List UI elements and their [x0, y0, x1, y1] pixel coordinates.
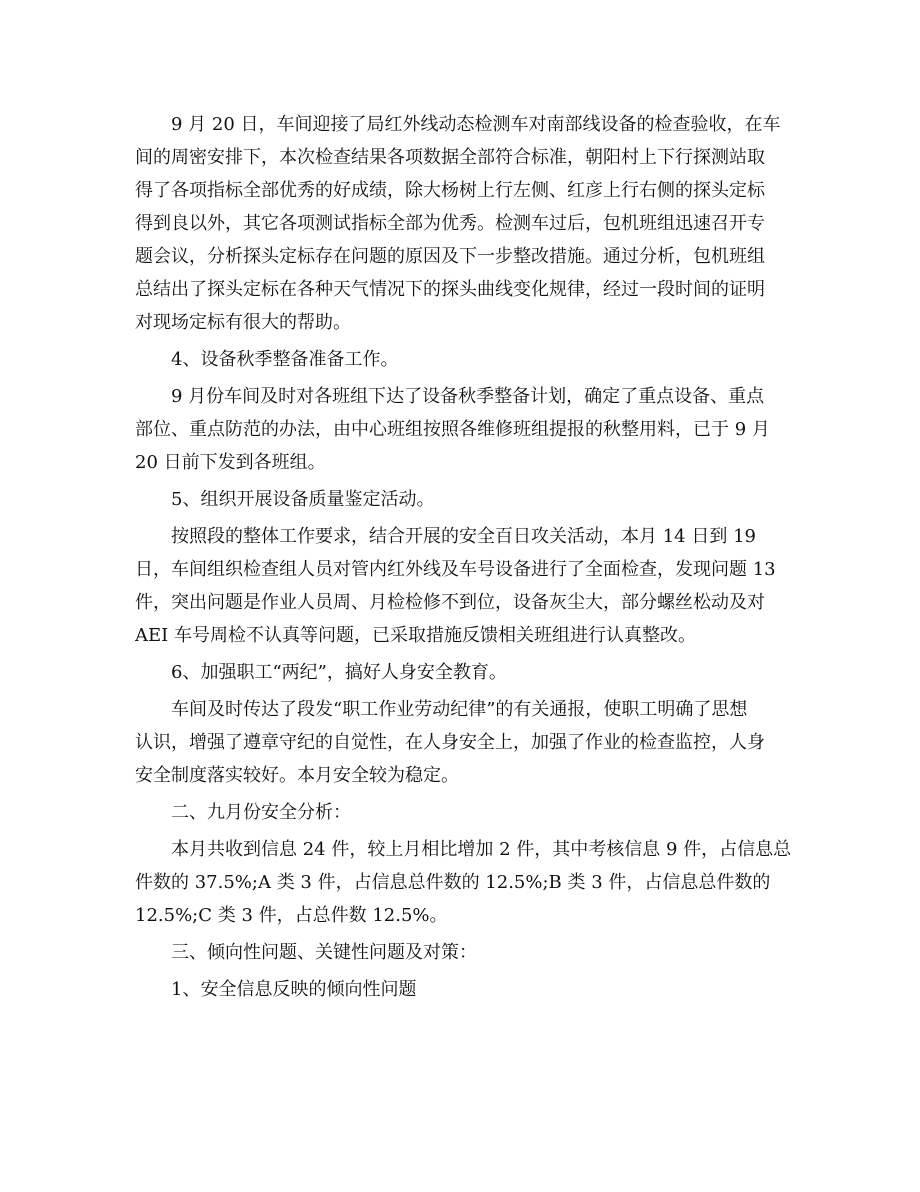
paragraph-quality-check	[135, 520, 783, 656]
text-line: 车间及时传达了段发“职工作业劳动纪律”的有关通报，使职工明确了思想	[171, 699, 748, 720]
text-line: 部位、重点防范的办法，由中心班组按照各维修班组提报的秋整用料，已于 9 月	[135, 419, 770, 440]
text-line: 12.5%;C 类 3 件，占总件数 12.5%。	[135, 905, 448, 926]
text-line: 间的周密安排下，本次检查结果各项数据全部符合标准，朝阳村上下行探测站取	[135, 147, 765, 168]
text-line: 9 月份车间及时对各班组下达了设备秋季整备计划，确定了重点设备、重点	[171, 386, 765, 407]
text-line: 按照段的整体工作要求，结合开展的安全百日攻关活动，本月 14 日到 19	[171, 526, 756, 547]
paragraph-discipline	[135, 693, 783, 796]
paragraph-autumn-plan	[135, 380, 783, 483]
text-line: 认识，增强了遵章守纪的自觉性，在人身安全上，加强了作业的检查监控，人身	[135, 732, 765, 753]
text-line: 对现场定标有很大的帮助。	[135, 312, 351, 333]
section-heading-safety-analysis: 二、九月份安全分析：	[171, 802, 351, 823]
document-body	[135, 108, 792, 1010]
text-line: 件数的 37.5%;A 类 3 件，占信息总件数的 12.5%;B 类 3 件，占信息总件数的	[135, 872, 771, 893]
text-line: 得了各项指标全部优秀的好成绩，除大杨树上行左侧、红彦上行右侧的探头定标	[135, 180, 765, 201]
section-heading-autumn-preparation: 4、设备秋季整备准备工作。	[171, 349, 399, 370]
text-line: 本月共收到信息 24 件，较上月相比增加 2 件，其中考核信息 9 件，占信息总	[171, 839, 792, 860]
text-line: 得到良以外，其它各项测试指标全部为优秀。检测车过后，包机班组迅速召开专	[135, 213, 765, 234]
section-heading-issues-countermeasures: 三、倾向性问题、关键性问题及对策：	[171, 942, 477, 963]
text-line: AEI 车号周检不认真等问题，已采取措施反馈相关班组进行认真整改。	[135, 625, 696, 646]
text-line: 20 日前下发到各班组。	[135, 452, 326, 473]
text-line: 9 月 20 日，车间迎接了局红外线动态检测车对南部线设备的检查验收，在车	[171, 114, 781, 135]
text-line: 题会议，分析探头定标存在问题的原因及下一步整改措施。通过分析，包机班组	[135, 246, 765, 267]
paragraph-safety-stats	[135, 833, 792, 936]
text-line: 安全制度落实较好。本月安全较为稳定。	[135, 765, 459, 786]
text-line: 日，车间组织检查组人员对管内红外线及车号设备进行了全面检查，发现问题 13	[135, 559, 776, 580]
text-line: 件，突出问题是作业人员周、月检检修不到位，设备灰尘大，部分螺丝松动及对	[135, 592, 765, 613]
section-heading-quality-appraisal: 5、组织开展设备质量鉴定活动。	[171, 489, 435, 510]
section-heading-tendency-issues: 1、安全信息反映的倾向性问题	[171, 979, 417, 1000]
text-line: 总结出了探头定标在各种天气情况下的探头曲线变化规律，经过一段时间的证明	[135, 279, 765, 300]
paragraph-inspection-result	[135, 108, 783, 343]
section-heading-discipline: 6、加强职工“两纪”，搞好人身安全教育。	[171, 662, 507, 683]
